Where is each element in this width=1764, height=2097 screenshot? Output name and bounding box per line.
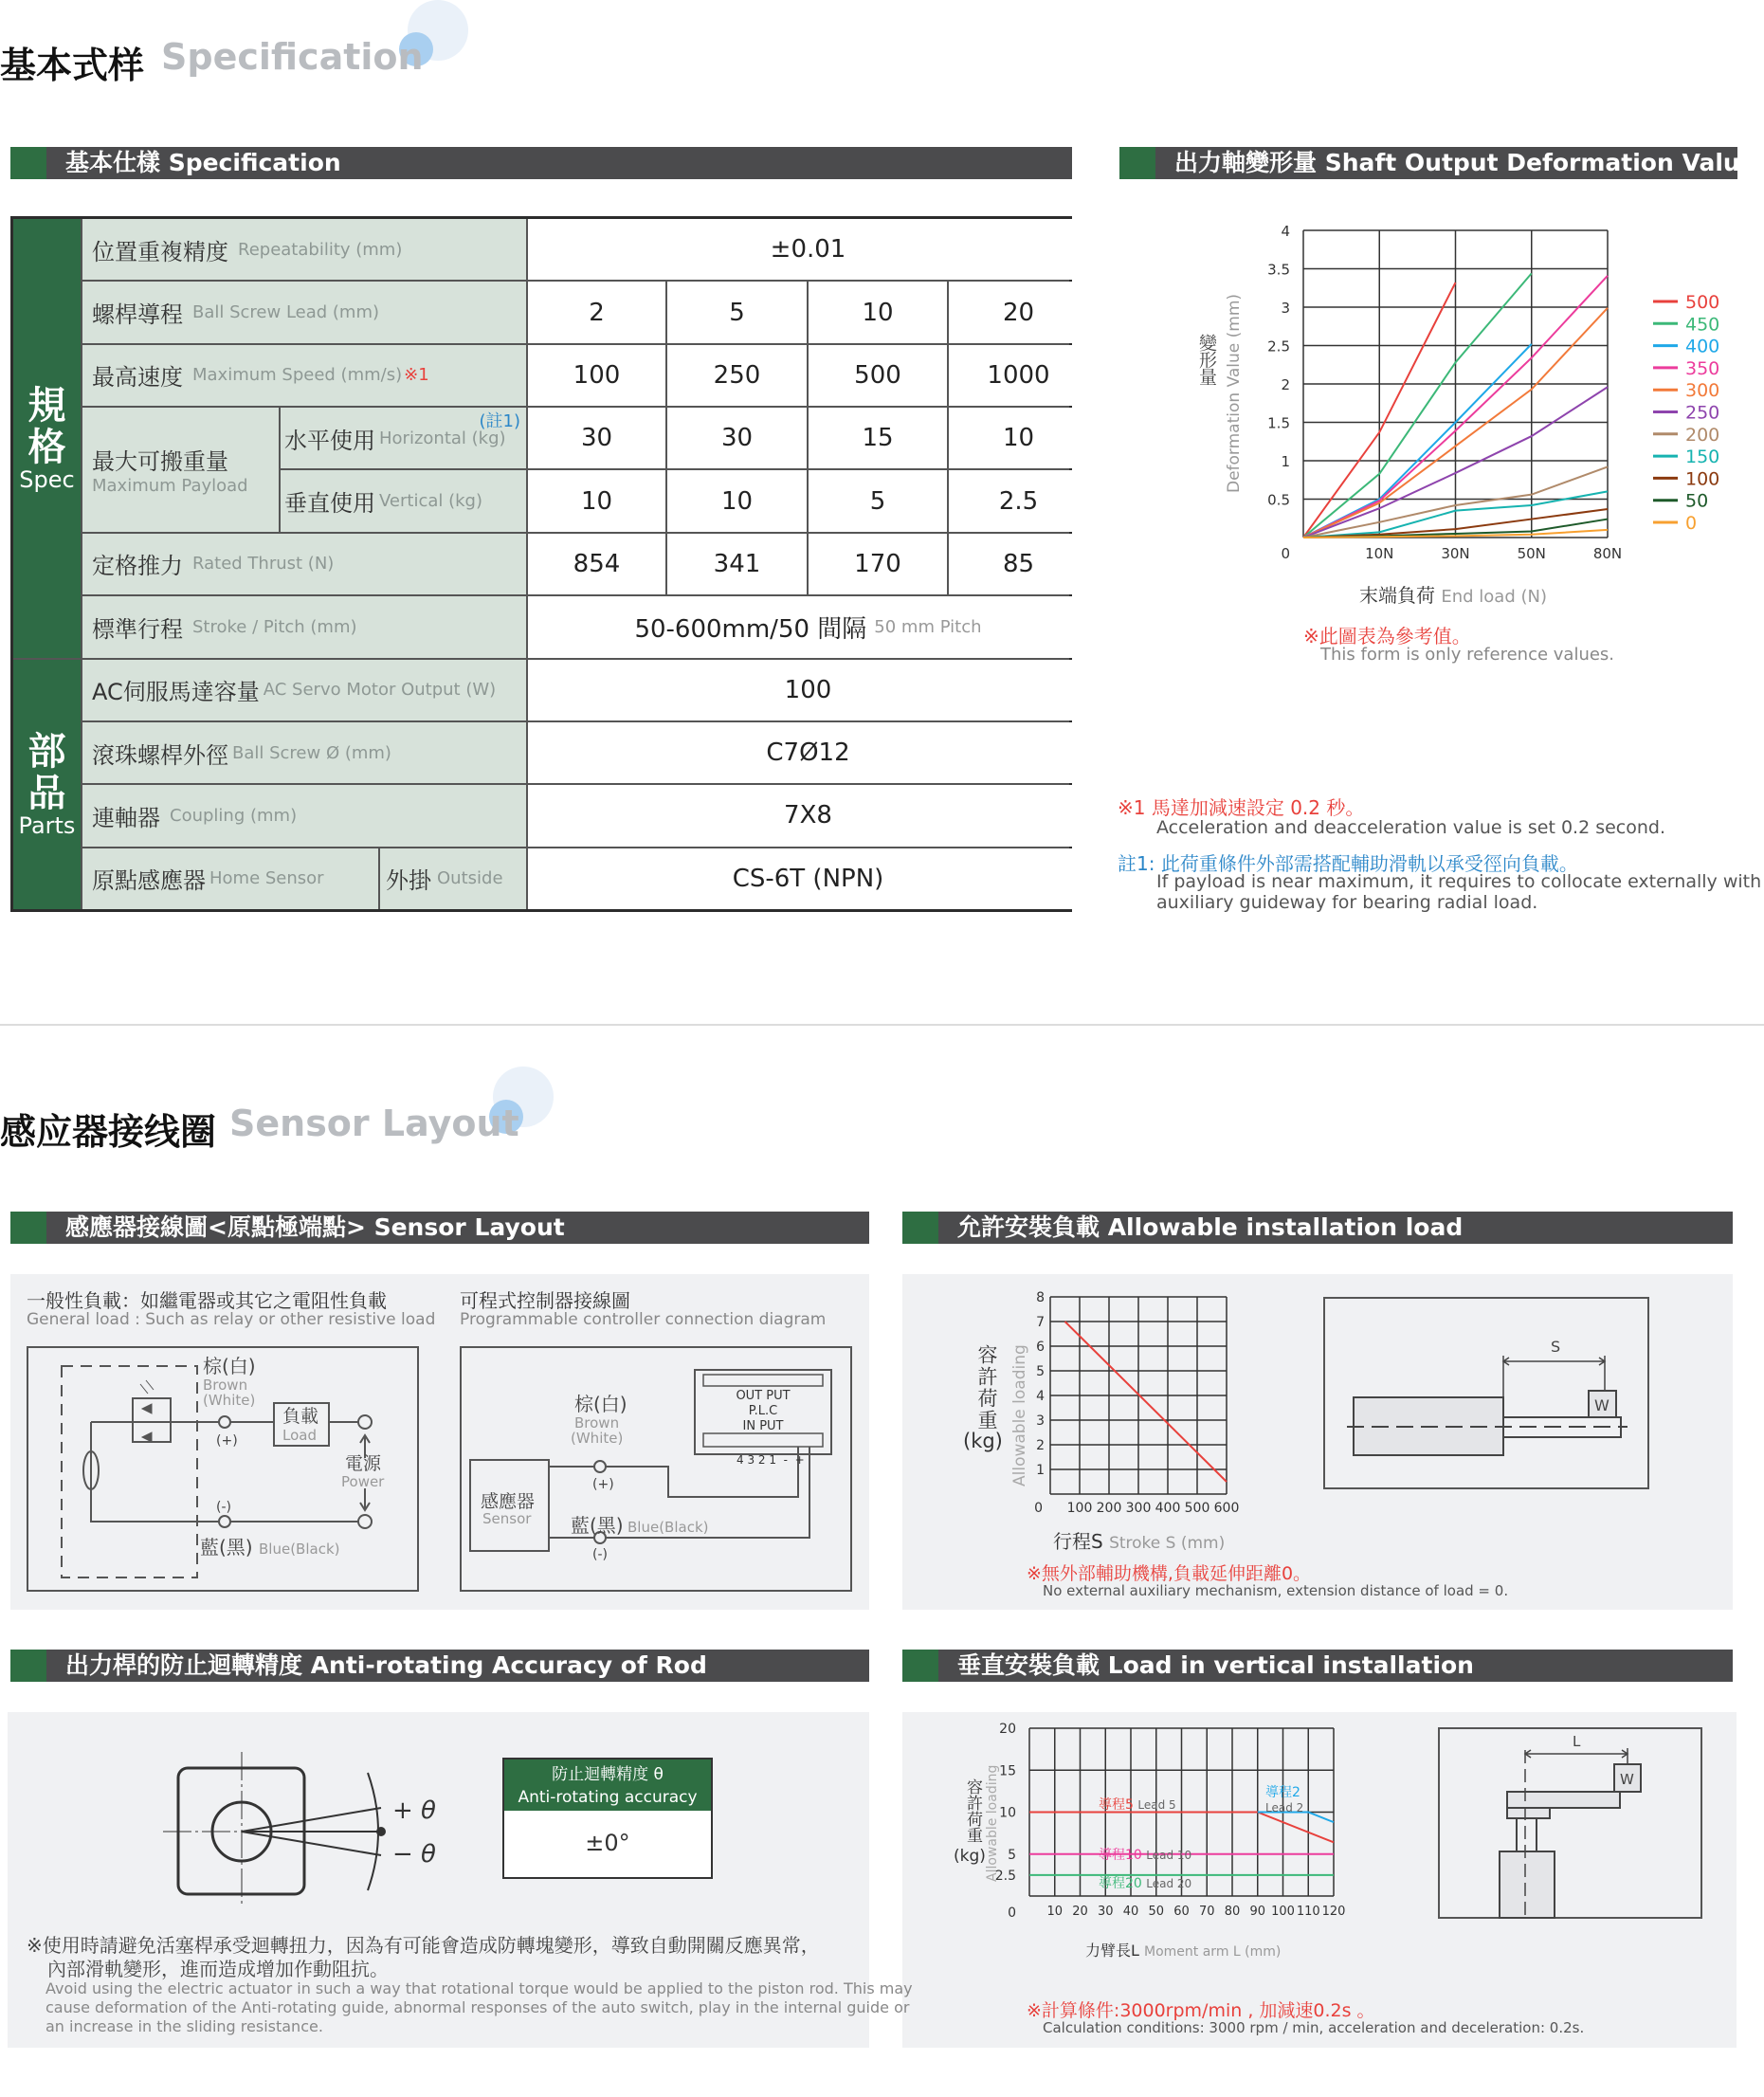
anti-header-bar: 出力桿的防止迴轉精度 Anti-rotating Accuracy of Rod — [10, 1650, 869, 1682]
plc-diagram — [460, 1346, 852, 1592]
cell: 250 — [667, 345, 807, 406]
cell: ±0.01 — [528, 219, 1088, 280]
vert-note: ※計算條件:3000rpm/min , 加減速0.2s 。 — [1027, 2000, 1375, 2021]
y-tick-label: 8 — [1036, 1290, 1045, 1305]
row-label: AC伺服馬達容量 AC Servo Motor Output (W) — [82, 660, 526, 720]
vert-chart — [995, 1711, 1365, 1939]
row-label: 定格推力 Rated Thrust (N) — [82, 534, 526, 594]
legend-label: 150 — [1685, 447, 1720, 468]
y-tick-label: 2 — [1036, 1438, 1045, 1453]
load-label-en: Load — [282, 1427, 317, 1444]
row-label: 原點感應器 Home Sensor — [82, 848, 378, 909]
cell: 2.5 — [949, 470, 1088, 531]
lead20-label: 導程20 Lead 20 — [1099, 1876, 1192, 1891]
lead5-label: 導程5 Lead 5 — [1099, 1797, 1176, 1813]
deformation-chart — [1194, 209, 1763, 588]
anti-accuracy-title: 防止迴轉精度 θ — [552, 1765, 664, 1784]
plc-in-label: IN PUT — [742, 1419, 784, 1433]
x-tick-label: 110 — [1296, 1905, 1320, 1919]
row-label: 最大可搬重量 Maximum Payload — [82, 408, 279, 532]
y-tick-label: 6 — [1036, 1340, 1045, 1355]
cell: CS-6T (NPN) — [528, 848, 1088, 909]
group-parts — [13, 660, 81, 909]
y-tick-label: 15 — [999, 1763, 1016, 1779]
x-tick-label: 10 — [1046, 1905, 1064, 1919]
cell: 85 — [949, 534, 1088, 594]
weight-w-label: W — [1594, 1396, 1609, 1414]
anti-note: ※使用時請避免活塞桿承受迴轉扭力，因為有可能會造成防轉塊變形，導致自動開關反應異常， — [27, 1934, 820, 1957]
cell: 15 — [809, 408, 947, 468]
brown-label-en: Brown — [574, 1414, 620, 1431]
cell: 1000 — [949, 345, 1088, 406]
x-tick-label: 60 — [1173, 1905, 1190, 1919]
row-label: 最高速度 Maximum Speed (mm/s) ※1 — [82, 345, 526, 406]
group-label-en: Spec — [19, 466, 75, 494]
cell: 2 — [528, 282, 665, 342]
vertical-mount-diagram — [1438, 1727, 1702, 1919]
plc-out-label: OUT PUT — [736, 1389, 791, 1403]
group-label: 部 — [27, 730, 66, 775]
sensor-label-en: Sensor — [482, 1510, 532, 1527]
spec-table — [10, 216, 1072, 912]
load-label: 負載 — [282, 1406, 319, 1427]
section-title: 基本式样 — [0, 45, 145, 86]
section-divider — [0, 1024, 1764, 1026]
note-2: 註1: 此荷重條件外部需搭配輔助滑軌以承受徑向負載。 — [1118, 852, 1578, 875]
lead2-label: 導程2 Lead 2 — [1265, 1785, 1304, 1814]
y-tick-label: 3 — [1036, 1413, 1045, 1429]
blue-label-en: Blue(Black) — [627, 1519, 709, 1536]
stroke-s-label: S — [1551, 1338, 1561, 1356]
allow-ylabel-unit: (kg) — [963, 1430, 1003, 1452]
row-label: 滾珠螺桿外徑 Ball Screw Ø (mm) — [82, 722, 526, 783]
row-label: 標準行程 Stroke / Pitch (mm) — [82, 596, 526, 657]
allow-note: ※無外部輔助機構,負載延伸距離0。 — [1027, 1563, 1312, 1584]
blue-label: 藍(黑) — [200, 1536, 253, 1559]
legend-label: 50 — [1685, 490, 1709, 512]
power-label-en: Power — [341, 1473, 385, 1490]
brown-label: 棕(白) — [574, 1393, 627, 1415]
y-tick-label: 2.5 — [1267, 337, 1290, 356]
cell: C7Ø12 — [528, 722, 1088, 783]
section-title-en: Sensor Layout — [229, 1103, 519, 1144]
horizontal-mount-diagram — [1323, 1297, 1649, 1489]
cell: 341 — [667, 534, 807, 594]
cell: 10 — [667, 470, 807, 531]
y-tick-label: 3 — [1281, 300, 1290, 317]
x-tick-label: 0 — [1034, 1501, 1043, 1516]
legend-label: 350 — [1685, 357, 1720, 379]
white-label-en: (White) — [571, 1430, 624, 1447]
y-tick-label: 1.5 — [1267, 414, 1290, 432]
x-tick-label: 400 — [1155, 1501, 1181, 1516]
cell: 50-600mm/50 間隔 50 mm Pitch — [528, 596, 1088, 657]
row-label: 位置重複精度 Repeatability (mm) — [82, 219, 526, 280]
general-load-title: 一般性負載：如繼電器或其它之電阻性負載 — [27, 1289, 387, 1312]
x-tick-label: 10N — [1365, 545, 1394, 562]
cell: 854 — [528, 534, 665, 594]
cell: 170 — [809, 534, 947, 594]
y-tick-label: 10 — [999, 1805, 1016, 1821]
anti-note-en: an increase in the sliding resistance. — [45, 2017, 323, 2035]
note-1: ※1 馬達加減速設定 0.2 秒。 — [1118, 796, 1365, 819]
cell: 30 — [667, 408, 807, 468]
vert-ylabel-unit: (kg) — [954, 1847, 986, 1866]
cell: 100 — [528, 345, 665, 406]
y-tick-label: 4 — [1036, 1389, 1045, 1404]
plc-title: 可程式控制器接線圖 — [460, 1289, 630, 1312]
anti-note: 內部滑軌變形，進而造成增加作動阻抗。 — [47, 1958, 389, 1980]
section-title-en: Specification — [161, 36, 424, 78]
cell: 5 — [809, 470, 947, 531]
deform-ylabel-zh: 變形量 — [1196, 334, 1217, 385]
sensor-header-bar: 感應器接線圖<原點極端點> Sensor Layout — [10, 1212, 869, 1244]
note-1-en: Acceleration and deacceleration value is set 0.2 second. — [1156, 817, 1666, 838]
x-tick-label: 20 — [1072, 1905, 1088, 1919]
x-tick-label: 70 — [1198, 1905, 1215, 1919]
y-tick-label: 0 — [1008, 1906, 1016, 1921]
group-spec — [13, 219, 81, 658]
plc-title-en: Programmable controller connection diagram — [460, 1310, 827, 1329]
y-tick-label: 5 — [1036, 1364, 1045, 1379]
y-tick-label: 1 — [1036, 1463, 1045, 1478]
anti-note-en: Avoid using the electric actuator in such a way that rotational torque would be applied to the piston rod. This may — [45, 1979, 913, 1997]
y-tick-label: 5 — [1008, 1847, 1016, 1863]
allow-xlabel: 行程S Stroke S (mm) — [1053, 1530, 1226, 1553]
group-label: 格 — [27, 426, 66, 470]
sensor-label: 感應器 — [481, 1491, 536, 1512]
series-line-450 — [1303, 273, 1532, 538]
legend-label: 400 — [1685, 336, 1720, 357]
arm-l-label: L — [1573, 1733, 1581, 1750]
allow-chart — [1024, 1285, 1261, 1531]
note-2-en: If payload is near maximum, it requires to collocate externally with — [1156, 871, 1762, 892]
deform-header-bar: 出力軸變形量 Shaft Output Deformation Value — [1119, 147, 1737, 179]
general-load-diagram — [27, 1346, 419, 1592]
y-tick-label: 2 — [1281, 376, 1290, 393]
allow-header-bar: 允許安裝負載 Allowable installation load — [902, 1212, 1733, 1244]
plc-terminals: 4 3 2 1 - + — [737, 1453, 805, 1467]
y-tick-label: 4 — [1281, 223, 1290, 240]
group-label: 品 — [27, 772, 66, 816]
x-tick-label: 100 — [1066, 1501, 1093, 1516]
row-label: 垂直使用 Vertical (kg) — [281, 470, 526, 531]
anti-accuracy-box — [502, 1758, 713, 1879]
deform-note: ※此圖表為參考值。 — [1303, 625, 1471, 647]
allow-ylabel-zh: 容許荷重 — [975, 1344, 998, 1431]
weight-w-label: W — [1620, 1771, 1634, 1788]
legend-label: 0 — [1685, 513, 1698, 534]
deform-xlabel: 末端負荷 End load (N) — [1359, 584, 1547, 607]
y-tick-label: 1 — [1281, 453, 1290, 470]
plus-label: (+) — [592, 1477, 614, 1492]
deform-note-en: This form is only reference values. — [1320, 645, 1615, 665]
section-title: 感应器接线圈 — [0, 1111, 217, 1153]
group-label-en: Parts — [18, 812, 76, 840]
blue-label: 藍(黑) — [571, 1514, 624, 1537]
legend-label: 250 — [1685, 402, 1720, 424]
x-tick-label: 80 — [1224, 1905, 1241, 1919]
anti-rotation-diagram — [152, 1744, 464, 1906]
blue-label-en: Blue(Black) — [259, 1541, 340, 1558]
minus-theta-label: − θ — [392, 1840, 436, 1869]
plc-label: P.L.C — [748, 1404, 778, 1418]
anti-accuracy-title-en: Anti-rotating accuracy — [518, 1788, 698, 1807]
x-tick-label: 50N — [1517, 545, 1546, 562]
note-mark: (註1) — [479, 411, 520, 432]
plus-theta-label: + θ — [392, 1796, 436, 1825]
group-label: 規 — [27, 384, 66, 429]
anti-accuracy-value: ±0° — [585, 1830, 630, 1856]
x-tick-label: 50 — [1148, 1905, 1165, 1919]
cell: 20 — [949, 282, 1088, 342]
y-tick-label: 3.5 — [1267, 261, 1290, 279]
minus-label: (-) — [216, 1500, 231, 1515]
cell: 500 — [809, 345, 947, 406]
x-tick-label: 300 — [1125, 1501, 1152, 1516]
cell: 10 — [528, 470, 665, 531]
cell: 10 — [949, 408, 1088, 468]
x-tick-label: 80N — [1592, 545, 1623, 562]
row-label: 連軸器 Coupling (mm) — [82, 785, 526, 846]
x-tick-label: 120 — [1321, 1905, 1346, 1919]
anti-note-en: cause deformation of the Anti-rotating guide, abnormal responses of the auto switch, play in the internal guide or — [45, 1998, 910, 2016]
y-tick-label: 0 — [1281, 545, 1290, 562]
x-tick-label: 600 — [1213, 1501, 1240, 1516]
cell: 30 — [528, 408, 665, 468]
general-load-title-en: General load : Such as relay or other resistive load — [27, 1310, 436, 1329]
row-sublabel: 外掛 Outside — [380, 848, 526, 909]
x-tick-label: 500 — [1184, 1501, 1210, 1516]
vert-ylabel-zh: 容許荷重 — [963, 1778, 982, 1843]
legend-label: 500 — [1685, 292, 1720, 313]
legend-label: 100 — [1685, 468, 1720, 490]
brown-label: 棕(白) — [203, 1355, 256, 1377]
y-tick-label: 2.5 — [995, 1868, 1016, 1884]
y-tick-label: 20 — [999, 1722, 1016, 1737]
cell: 7X8 — [528, 785, 1088, 846]
lead10-label: 導程10 Lead 10 — [1099, 1848, 1192, 1863]
x-tick-label: 40 — [1122, 1905, 1139, 1919]
y-tick-label: 0.5 — [1267, 491, 1290, 509]
x-tick-label: 30N — [1441, 545, 1470, 562]
spec-header-bar: 基本仕樣 Specification — [10, 147, 1072, 179]
minus-label: (-) — [592, 1547, 608, 1562]
x-tick-label: 100 — [1271, 1905, 1295, 1919]
power-label: 電源 — [345, 1453, 382, 1474]
legend-label: 300 — [1685, 380, 1720, 402]
legend-label: 200 — [1685, 424, 1720, 446]
plus-label: (+) — [216, 1433, 238, 1449]
allow-note-en: No external auxiliary mechanism, extension distance of load = 0. — [1043, 1582, 1509, 1599]
x-tick-label: 90 — [1249, 1905, 1266, 1919]
vert-xlabel: 力臂長L Moment arm L (mm) — [1085, 1942, 1282, 1960]
note-2-en: auxiliary guideway for bearing radial load. — [1156, 892, 1538, 913]
footnote-mark: ※1 — [404, 365, 429, 386]
x-tick-label: 30 — [1097, 1905, 1114, 1919]
cell: 10 — [809, 282, 947, 342]
vert-header-bar: 垂直安裝負載 Load in vertical installation — [902, 1650, 1733, 1682]
white-label-en: (White) — [203, 1392, 256, 1409]
row-label: 水平使用 Horizontal (kg) (註1) — [281, 408, 526, 468]
brown-label-en: Brown — [203, 1377, 248, 1394]
row-label: 螺桿導程 Ball Screw Lead (mm) — [82, 282, 526, 342]
y-tick-label: 7 — [1036, 1315, 1045, 1330]
legend-label: 450 — [1685, 314, 1720, 336]
x-tick-label: 200 — [1096, 1501, 1122, 1516]
vert-note-en: Calculation conditions: 3000 rpm / min, acceleration and deceleration: 0.2s. — [1043, 2019, 1585, 2036]
cell: 5 — [667, 282, 807, 342]
cell: 100 — [528, 660, 1088, 720]
